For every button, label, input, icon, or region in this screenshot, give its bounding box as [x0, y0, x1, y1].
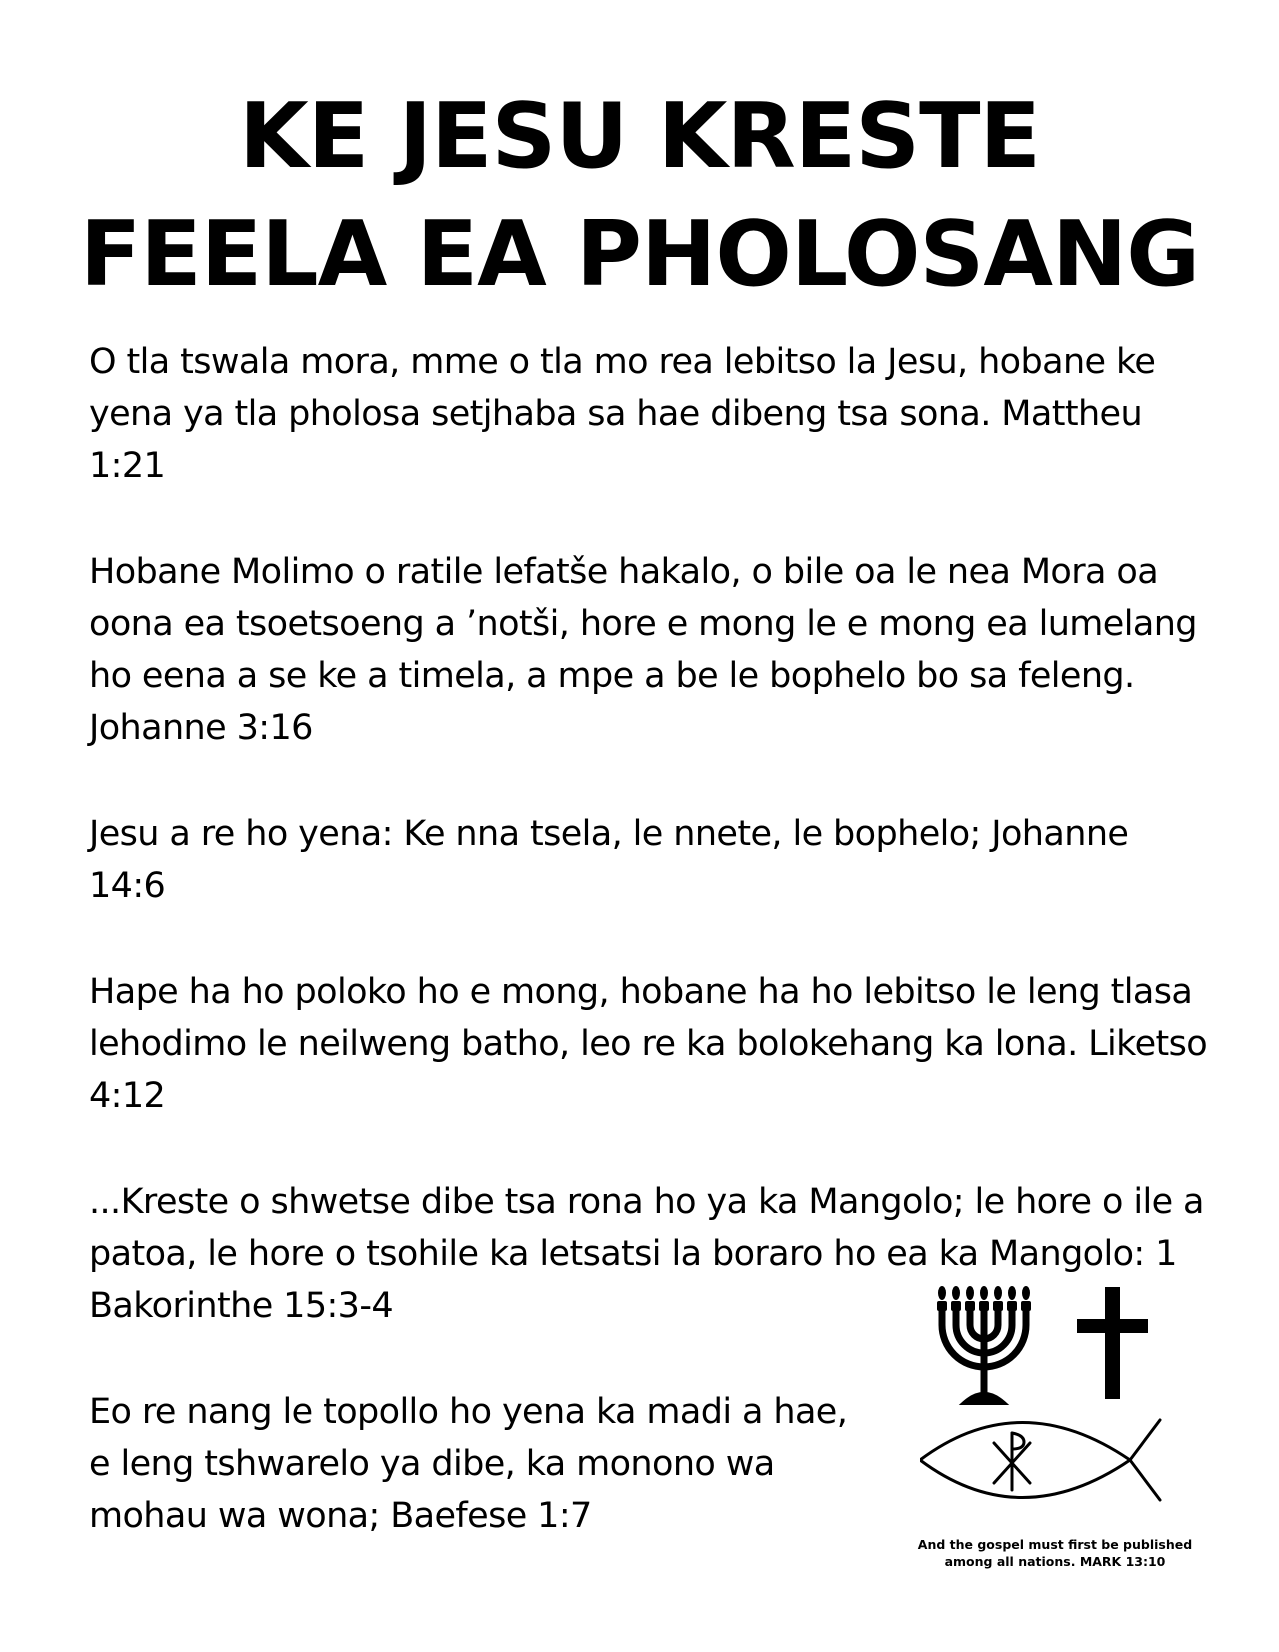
title-line-1: KE JESU KRESTE	[239, 84, 1040, 189]
ichthys-chi-rho-icon	[920, 1420, 1160, 1500]
verse-acts-4-12: Hape ha ho poloko ho e mong, hobane ha ho lebitso le leng tlasa lehodimo le neilweng batho, leo re ka bolokehang ka lona. Liketso 4:12	[89, 972, 1208, 1116]
verse-ephesians-1-7: Eo re nang le topollo ho yena ka madi a hae, e leng tshwarelo ya dibe, ka monono wa mohau wa wona; Baefese 1:7	[89, 1392, 848, 1536]
verse-john-14-6: Jesu a re ho yena: Ke nna tsela, le nnete, le bophelo; Johanne 14:6	[89, 814, 1129, 906]
caption-line-1: And the gospel must first be published	[917, 1537, 1193, 1552]
footer-caption	[905, 1536, 1205, 1570]
title-line-2: FEELA EA PHOLOSANG	[79, 202, 1200, 307]
menorah-icon	[937, 1286, 1031, 1403]
page-title	[0, 78, 1279, 314]
symbols-group	[920, 1285, 1220, 1535]
verse-1-corinthians-15-3-4: ...Kreste o shwetse dibe tsa rona ho ya ka Mangolo; le hore o ile a patoa, le hore o tsohile ka letsatsi la boraro ho ea ka Mangolo: 1 Bakorinthe 15:3-4	[89, 1182, 1204, 1326]
verse-matthew-1-21: O tla tswala mora, mme o tla mo rea lebitso la Jesu, hobane ke yena ya tla pholosa setjhaba sa hae dibeng tsa sona. Mattheu 1:21	[89, 342, 1156, 486]
caption-line-2: among all nations. MARK 13:10	[944, 1554, 1166, 1569]
cross-icon	[1077, 1287, 1148, 1399]
verse-john-3-16: Hobane Molimo o ratile lefatše hakalo, o bile oa le nea Mora oa oona ea tsoetsoeng a ’notši, hore e mong le e mong ea lumelang ho eena a se ke a timela, a mpe a be le bophelo bo sa feleng. Johanne 3:16	[89, 552, 1197, 748]
